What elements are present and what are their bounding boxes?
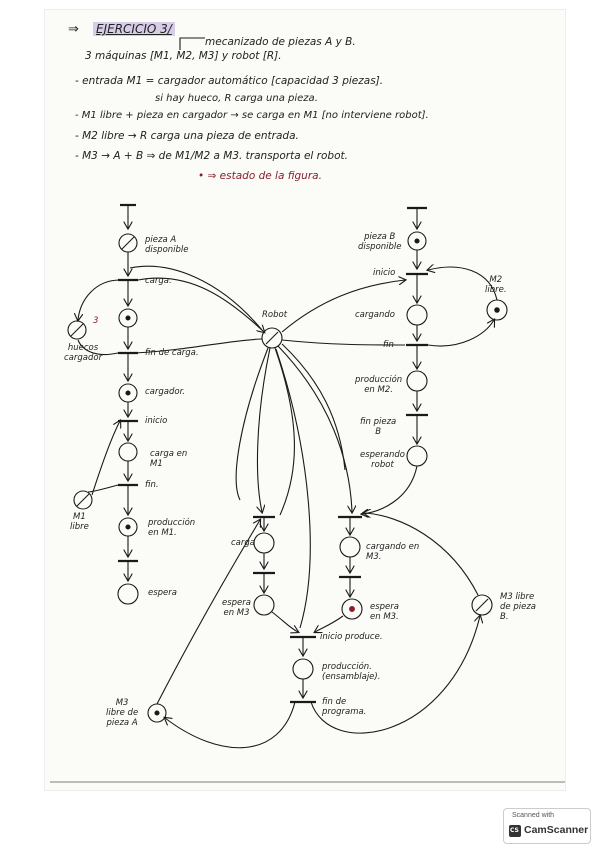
label-m2-libre: M2 libre. bbox=[485, 275, 507, 296]
text-line-entrada: - entrada M1 = cargador automático [capacidad 3 piezas]. bbox=[75, 75, 384, 87]
label-cargando: cargando bbox=[355, 310, 395, 320]
label-esperando-robot: esperando robot bbox=[360, 450, 405, 471]
label-carga: carga. bbox=[145, 276, 172, 286]
label-espera: espera bbox=[148, 588, 177, 598]
title-arrow: ⇒ bbox=[68, 22, 79, 37]
watermark-brand: CamScanner bbox=[524, 824, 589, 836]
label-espera-m3-left: espera en M3 bbox=[222, 598, 251, 619]
label-pieza-a: pieza A disponible bbox=[145, 235, 189, 256]
text-line-hueco: si hay hueco, R carga una pieza. bbox=[155, 93, 318, 104]
text-line-m2: - M2 libre → R carga una pieza de entrada. bbox=[75, 130, 299, 142]
label-produccion-m2: producción en M2. bbox=[355, 375, 403, 396]
camscanner-watermark bbox=[503, 808, 591, 844]
label-robot: Robot bbox=[262, 310, 288, 320]
text-line-machines: 3 máquinas [M1, M2, M3] y robot [R]. bbox=[85, 50, 282, 62]
label-m3-libre-b: M3 libre de pieza B. bbox=[500, 592, 536, 623]
label-produccion-ensamblaje: producción. (ensamblaje). bbox=[322, 662, 381, 683]
text-line-m1: - M1 libre + pieza en cargador → se carga en M1 [no interviene robot]. bbox=[75, 110, 429, 121]
label-fin-carga: fin de carga. bbox=[145, 348, 199, 358]
label-cargando-m3: cargando en M3. bbox=[366, 542, 420, 563]
label-pieza-b: pieza B disponible bbox=[358, 232, 402, 253]
camscanner-logo-icon bbox=[509, 825, 521, 837]
label-inicio-right: inicio bbox=[373, 268, 396, 278]
label-huecos-cargador: huecos cargador bbox=[64, 343, 103, 364]
label-fin-left: fin. bbox=[145, 480, 159, 490]
label-carga-m1: carga en M1 bbox=[150, 449, 188, 470]
text-line-m3: - M3 → A + B ⇒ de M1/M2 a M3. transporta el robot. bbox=[75, 150, 348, 162]
label-carga-mid: carga bbox=[231, 538, 255, 548]
label-inicio-left: inicio bbox=[145, 416, 168, 426]
label-m3-libre-a: M3 libre de pieza A bbox=[106, 698, 139, 729]
note-mecanizado: mecanizado de piezas A y B. bbox=[205, 36, 356, 48]
label-fin-right: fin bbox=[383, 340, 394, 350]
label-fin-programa: fin de programa. bbox=[322, 697, 367, 718]
label-huecos-count: 3 bbox=[93, 316, 99, 326]
label-m1-libre: M1 libre bbox=[70, 512, 89, 533]
watermark-scanned-with: Scanned with bbox=[512, 812, 555, 819]
label-espera-m3-right: espera en M3. bbox=[370, 602, 399, 623]
label-produccion-m1: producción en M1. bbox=[148, 518, 196, 539]
exercise-title: EJERCICIO 3/ bbox=[93, 22, 175, 36]
label-fin-pieza-b: fin pieza B bbox=[360, 417, 397, 438]
label-inicio-produce: inicio produce. bbox=[320, 632, 383, 642]
label-cargador: cargador. bbox=[145, 387, 185, 397]
text-line-estado: • ⇒ estado de la figura. bbox=[198, 170, 322, 182]
